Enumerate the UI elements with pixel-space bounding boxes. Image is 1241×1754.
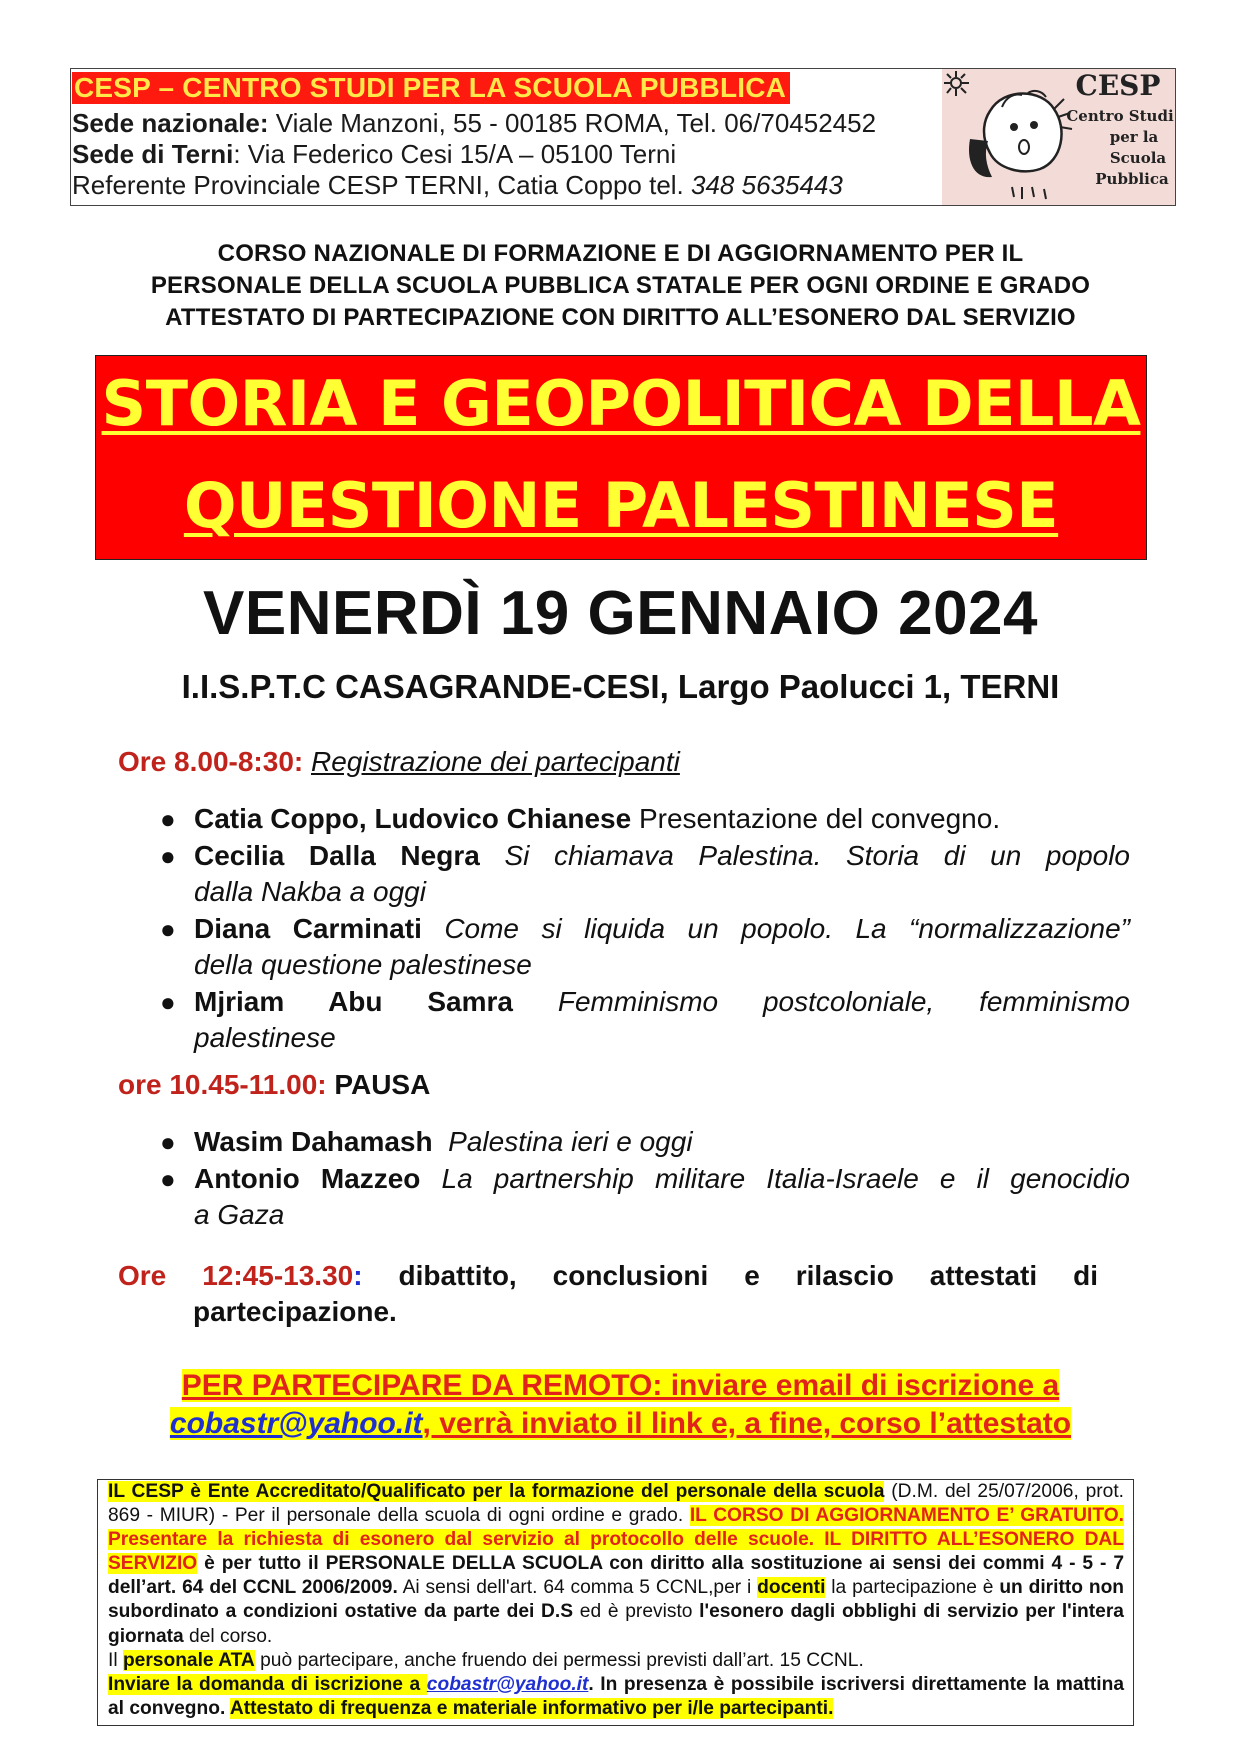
- organization-title: CESP – CENTRO STUDI PER LA SCUOLA PUBBLICA: [72, 72, 790, 104]
- svg-text:Pubblica: Pubblica: [1095, 170, 1169, 188]
- sede-terni: Sede di Terni: Via Federico Cesi 15/A – 05100 Terni: [72, 139, 677, 169]
- svg-text:per la: per la: [1109, 128, 1159, 146]
- footer-email-link[interactable]: cobastr@yahoo.it: [426, 1673, 589, 1695]
- slot-pause: ore 10.45-11.00: PAUSA: [118, 1069, 431, 1100]
- event-date: VENERDÌ 19 GENNAIO 2024: [202, 579, 1039, 648]
- footer-notes: [108, 1480, 1124, 1721]
- list-item: ● Mjriam Abu Samra Femminismo postcoloniale, femminismo palestinese: [160, 985, 1130, 1053]
- speakers-list-1: [160, 801, 1130, 1057]
- svg-text:CESP: CESP: [1075, 69, 1161, 102]
- referente: Referente Provinciale CESP TERNI, Catia Coppo tel. 348 5635443: [72, 170, 843, 200]
- course-line-1: CORSO NAZIONALE DI FORMAZIONE E DI AGGIORNAMENTO PER IL: [217, 240, 1024, 267]
- sede-nazionale: Sede nazionale: Viale Manzoni, 55 - 00185 ROMA, Tel. 06/70452452: [72, 108, 877, 138]
- remote-line-1: PER PARTECIPARE DA REMOTO: inviare email di iscrizione a: [181, 1369, 1060, 1402]
- cesp-logo-icon: [942, 69, 1175, 205]
- slot-registration: Ore 8.00-8:30: Registrazione dei partecipanti: [118, 746, 680, 777]
- course-line-2: PERSONALE DELLA SCUOLA PUBBLICA STATALE PER OGNI ORDINE E GRADO: [150, 272, 1091, 299]
- course-line-3: ATTESTATO DI PARTECIPAZIONE CON DIRITTO ALL’ESONERO DAL SERVIZIO: [165, 304, 1076, 331]
- event-venue: I.I.S.P.T.C CASAGRANDE-CESI, Largo Paolucci 1, TERNI: [181, 668, 1060, 705]
- header-info: [70, 68, 918, 206]
- list-item: ● Cecilia Dalla Negra Si chiamava Palestina. Storia di un popolo dalla Nakba a oggi: [160, 839, 1131, 907]
- svg-text:Scuola: Scuola: [1109, 149, 1167, 167]
- event-title-line-1: STORIA E GEOPOLITICA DELLA: [101, 367, 1141, 440]
- footer-paragraph-1: IL CESP è Ente Accreditato/Qualificato per la formazione del personale della scuola (D.M. del 25/07/2006, prot. 869 - MIUR) - Per il personale della scuola di ogni ordine e grado. IL CORSO DI AGGIORNAMENTO E’ GRATUITO. Presentare la richiesta di esonero dal servizio al protocollo delle scuole. IL DIRITTO ALL’ESONERO DAL SERVIZIO è per tutto il PERSONALE DELLA SCUOLA con diritto alla sostituzione ai sensi dei commi 4 - 5 - 7 dell’art. 64 del CCNL 2006/2009. Ai sensi dell'art. 64 comma 5 CCNL,per i docenti la partecipazione è un diritto non subordinato a condizioni ostative da parte dei D.S ed è previsto l'esonero dagli obblighi di servizio per l'intera giornata del corso.: [108, 1481, 1125, 1647]
- list-item: ● Antonio Mazzeo La partnership militare Italia-Israele e il genocidio a Gaza: [160, 1162, 1130, 1230]
- remote-participation: PER PARTECIPARE DA REMOTO: inviare email di iscrizione a cobastr@yahoo.it, verrà inviato il link e, a fine, corso l’attestato: [169, 1369, 1072, 1440]
- list-item: ● Wasim Dahamash Palestina ieri e oggi: [160, 1126, 693, 1157]
- footer-paragraph-2: Il personale ATA può partecipare, anche fruendo dei permessi previsti dall’art. 15 CCNL.: [108, 1649, 864, 1671]
- remote-email-link[interactable]: cobastr@yahoo.it: [169, 1407, 423, 1440]
- footer-paragraph-3: Inviare la domanda di iscrizione a cobastr@yahoo.it. In presenza è possibile iscriversi direttamente la mattina al convegno. Attestato di frequenza e materiale informativo per i/le partecipanti.: [108, 1673, 1124, 1719]
- event-title-box: [95, 355, 1147, 560]
- speakers-list-2: [160, 1124, 1130, 1234]
- list-item: ● Diana Carminati Come si liquida un popolo. La “normalizzazione” della questione palestinese: [160, 912, 1131, 980]
- svg-text:Centro Studi: Centro Studi: [1066, 107, 1174, 125]
- slot-conclusion: Ore 12:45-13.30: dibattito, conclusioni e rilascio attestati di partecipazione.: [118, 1260, 1098, 1327]
- list-item: ● Catia Coppo, Ludovico Chianese Presentazione del convegno.: [160, 803, 1001, 834]
- cesp-logo: [942, 69, 1175, 205]
- event-title-line-2: QUESTIONE PALESTINESE: [183, 469, 1059, 542]
